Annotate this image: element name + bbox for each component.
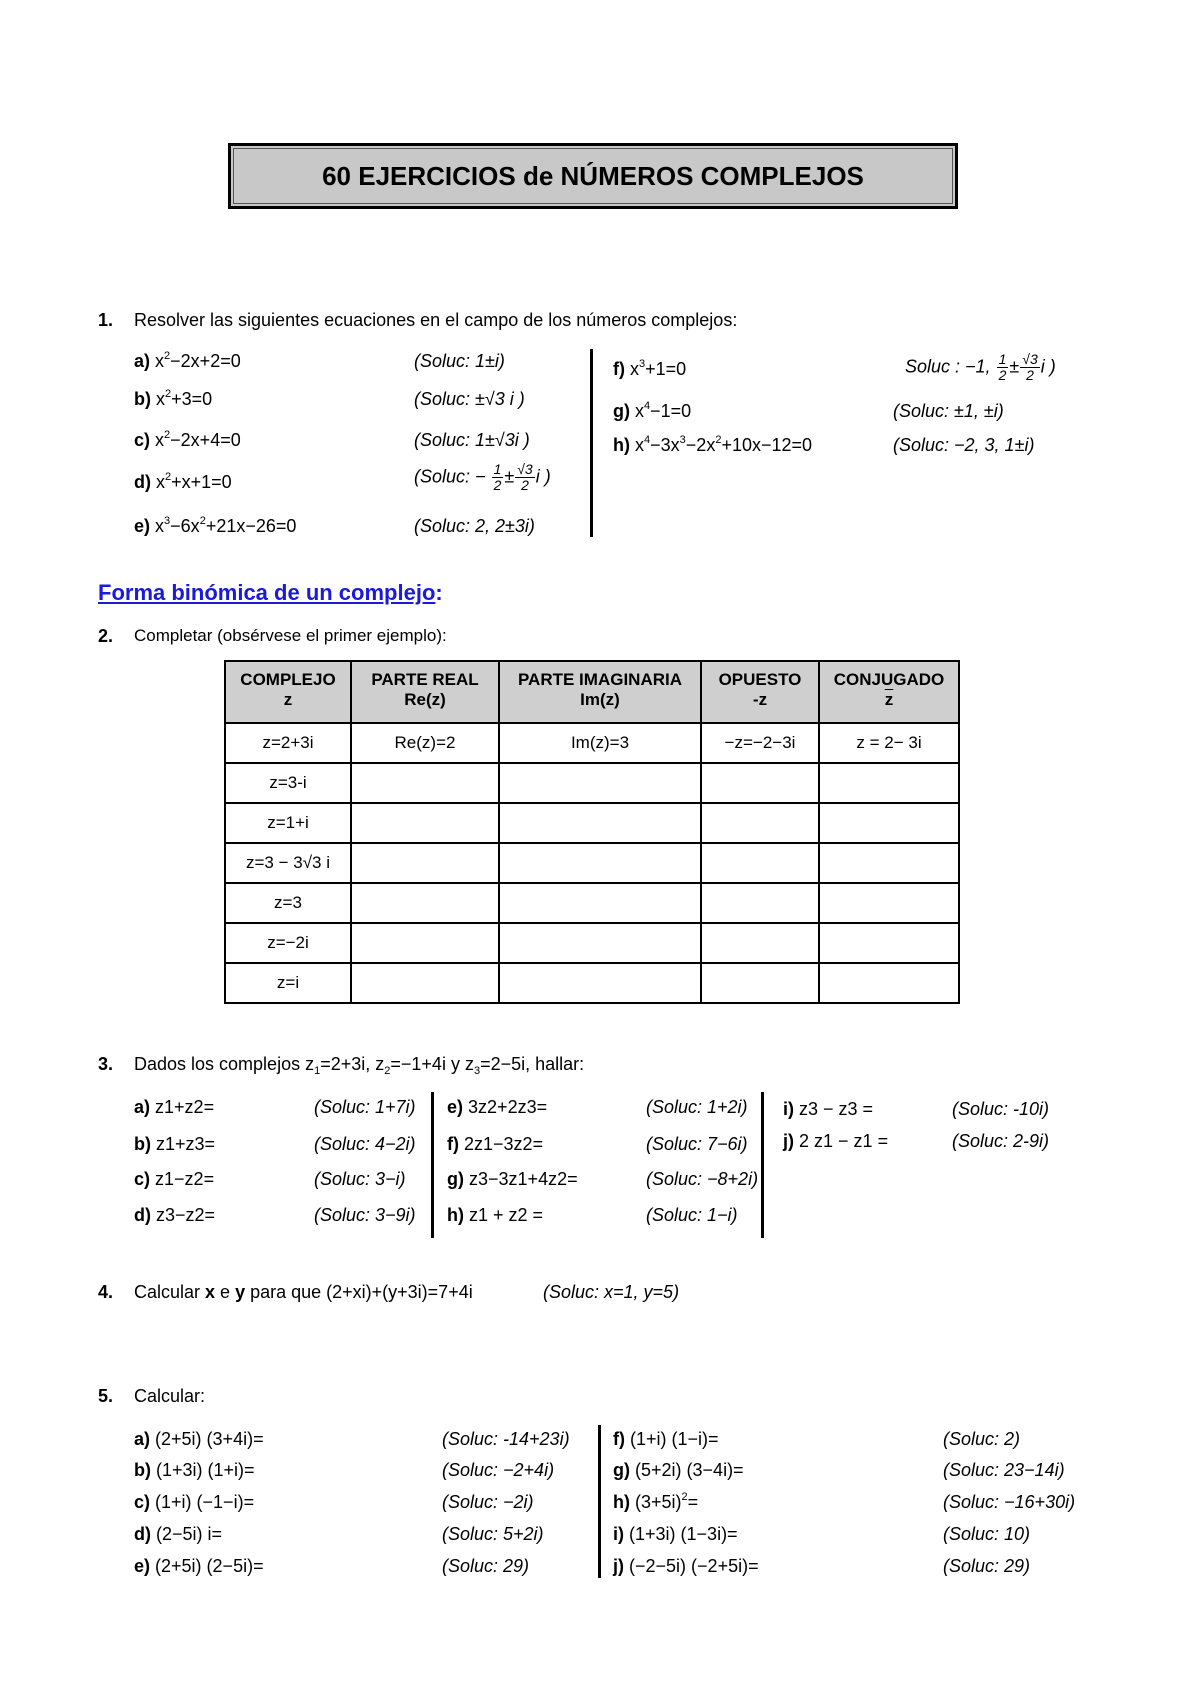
operation-item: e) 3z2+2z3=	[447, 1097, 548, 1117]
solution: (Soluc: 1−i)	[646, 1205, 738, 1225]
table-cell: z=2+3i	[225, 723, 351, 763]
solution: Soluc : −1, $\frac{1}{2}$ ± $\frac{√3}{2}$ i )	[905, 351, 1056, 383]
table-cell[interactable]	[499, 923, 701, 963]
solution: (Soluc: −16+30i)	[943, 1492, 1076, 1512]
operation-item: i) z3 − z3 =	[783, 1099, 874, 1119]
table-cell[interactable]	[819, 803, 959, 843]
exercise-statement: Resolver las siguientes ecuaciones en el campo de los números complejos:	[134, 310, 738, 330]
exercise-statement: Calcular x e y para que (2+xi)+(y+3i)=7+4i	[134, 1282, 473, 1302]
solution: (Soluc: 5+2i)	[442, 1524, 544, 1544]
table-cell: Im(z)=3	[499, 723, 701, 763]
table-row	[225, 803, 959, 843]
column-divider	[431, 1092, 434, 1238]
table-cell[interactable]	[351, 883, 499, 923]
table-cell[interactable]	[351, 923, 499, 963]
table-cell[interactable]	[499, 883, 701, 923]
table-row	[225, 923, 959, 963]
exercise-number: 2.	[98, 626, 114, 646]
solution: (Soluc: 2)	[943, 1429, 1021, 1449]
table-cell: z=3-i	[225, 763, 351, 803]
solution: (Soluc: − $\frac{1}{2}$ ± $\frac{√3}{2}$ i )	[414, 461, 551, 493]
solution: (Soluc: 29)	[943, 1556, 1031, 1576]
solution: (Soluc: 4−2i)	[314, 1134, 416, 1154]
table-cell[interactable]	[701, 923, 819, 963]
table-cell[interactable]	[351, 963, 499, 1003]
equation-item: f) $x^3+1=0$	[613, 358, 687, 379]
solution: (Soluc: 1±√3i )	[414, 430, 530, 450]
section-title: Forma binómica de un complejo:	[98, 580, 443, 605]
table-cell: z=1+i	[225, 803, 351, 843]
table-row	[225, 883, 959, 923]
exercise-number: 4.	[98, 1282, 114, 1302]
solution: (Soluc: 23−14i)	[943, 1460, 1065, 1480]
solution: (Soluc: −8+2i)	[646, 1169, 759, 1189]
solution: (Soluc: x=1, y=5)	[543, 1282, 680, 1302]
operation-item: a) z1+z2=	[134, 1097, 215, 1117]
solution: (Soluc: 10)	[943, 1524, 1031, 1544]
table-cell: z = 2− 3i	[819, 723, 959, 763]
operation-item: d) (2−5i) i=	[134, 1524, 223, 1544]
operation-item: h) $(3+5i)^2=$	[613, 1491, 699, 1512]
table-cell[interactable]	[819, 843, 959, 883]
col-header: CONJUGADO $\overline{z}$	[819, 661, 959, 723]
equation-item: c) $x^2-2x+4=0$	[134, 429, 241, 450]
table-cell[interactable]	[351, 843, 499, 883]
table-cell: Re(z)=2	[351, 723, 499, 763]
solution: (Soluc: 1±i)	[414, 351, 505, 371]
operation-item: a) (2+5i) (3+4i)=	[134, 1429, 264, 1449]
table-row	[225, 763, 959, 803]
operation-item: e) (2+5i) (2−5i)=	[134, 1556, 264, 1576]
exercise-statement: Calcular:	[134, 1386, 206, 1406]
solution: (Soluc: 3−i)	[314, 1169, 406, 1189]
equation-item: a) $x^2-2x+2=0$	[134, 350, 241, 371]
solution: (Soluc: 7−6i)	[646, 1134, 748, 1154]
operation-item: c) z1−z2=	[134, 1169, 215, 1189]
exercise-number: 5.	[98, 1386, 114, 1406]
operation-item: j) 2 z1 − z1 =	[783, 1131, 889, 1151]
table-row	[225, 843, 959, 883]
exercise-statement: Dados los complejos $z_1=2+3i$, $z_2=-1+4i$ y $z_3=2-5i$, hallar:	[134, 1054, 585, 1077]
table-cell: z=3 − 3√3 i	[225, 843, 351, 883]
operation-item: c) (1+i) (−1−i)=	[134, 1492, 255, 1512]
operation-item: h) z1 + z2 =	[447, 1205, 544, 1225]
operation-item: g) (5+2i) (3−4i)=	[613, 1460, 744, 1480]
col-header: OPUESTO -z	[701, 661, 819, 723]
solution: (Soluc: 2, 2±3i)	[414, 516, 535, 536]
solution: (Soluc: −2i)	[442, 1492, 534, 1512]
solution: (Soluc: ±1, ±i)	[893, 401, 1004, 421]
table-row	[225, 723, 959, 763]
table-cell[interactable]	[499, 843, 701, 883]
table-cell[interactable]	[701, 883, 819, 923]
table-cell[interactable]	[499, 763, 701, 803]
column-divider	[598, 1425, 601, 1578]
operation-item: b) z1+z3=	[134, 1134, 216, 1154]
table-cell: z=3	[225, 883, 351, 923]
table-cell[interactable]	[351, 763, 499, 803]
table-cell: −z=−2−3i	[701, 723, 819, 763]
solution: (Soluc: 3−9i)	[314, 1205, 416, 1225]
table-cell[interactable]	[701, 843, 819, 883]
operation-item: b) (1+3i) (1+i)=	[134, 1460, 255, 1480]
table-cell: z=−2i	[225, 923, 351, 963]
solution: (Soluc: 2-9i)	[952, 1131, 1050, 1151]
exercise-number: 3.	[98, 1054, 114, 1074]
table-cell[interactable]	[701, 803, 819, 843]
col-header: PARTE IMAGINARIA Im(z)	[499, 661, 701, 723]
column-divider	[761, 1092, 764, 1238]
solution: (Soluc: -10i)	[952, 1099, 1050, 1119]
table-cell[interactable]	[701, 763, 819, 803]
solution: (Soluc: 1+7i)	[314, 1097, 416, 1117]
complex-table	[224, 660, 960, 1004]
table-cell[interactable]	[819, 963, 959, 1003]
table-cell[interactable]	[701, 963, 819, 1003]
document-title: 60 EJERCICIOS de NÚMEROS COMPLEJOS	[228, 143, 958, 209]
solution: (Soluc: −2+4i)	[442, 1460, 555, 1480]
operation-item: d) z3−z2=	[134, 1205, 216, 1225]
solution: (Soluc: 29)	[442, 1556, 530, 1576]
exercise-number: 1.	[98, 310, 114, 330]
table-cell[interactable]	[351, 803, 499, 843]
table-cell[interactable]	[819, 923, 959, 963]
solution: (Soluc: −2, 3, 1±i)	[893, 435, 1035, 455]
exercise-statement: Completar (obsérvese el primer ejemplo):	[134, 626, 447, 645]
column-divider	[590, 349, 593, 537]
table-cell: z=i	[225, 963, 351, 1003]
equation-item: e) $x^3-6x^2+21x-26=0$	[134, 515, 297, 536]
operation-item: i) (1+3i) (1−3i)=	[613, 1524, 738, 1544]
table-cell[interactable]	[819, 763, 959, 803]
table-row	[225, 963, 959, 1003]
operation-item: j) (−2−5i) (−2+5i)=	[613, 1556, 759, 1576]
equation-item: d) $x^2+x+1=0$	[134, 471, 232, 492]
equation-item: h) $x^4-3x^3-2x^2+10x-12=0$	[613, 434, 813, 455]
table-header-row	[225, 661, 959, 723]
col-header: COMPLEJO z	[225, 661, 351, 723]
operation-item: g) z3−3z1+4z2=	[447, 1169, 578, 1189]
solution: (Soluc: -14+23i)	[442, 1429, 570, 1449]
equation-item: b) $x^2+3=0$	[134, 388, 213, 409]
table-cell[interactable]	[499, 803, 701, 843]
equation-item: g) $x^4-1=0$	[613, 400, 692, 421]
operation-item: f) (1+i) (1−i)=	[613, 1429, 719, 1449]
table-cell[interactable]	[819, 883, 959, 923]
operation-item: f) 2z1−3z2=	[447, 1134, 544, 1154]
table-cell[interactable]	[499, 963, 701, 1003]
solution: (Soluc: ±√3 i )	[414, 389, 525, 409]
col-header: PARTE REAL Re(z)	[351, 661, 499, 723]
solution: (Soluc: 1+2i)	[646, 1097, 748, 1117]
